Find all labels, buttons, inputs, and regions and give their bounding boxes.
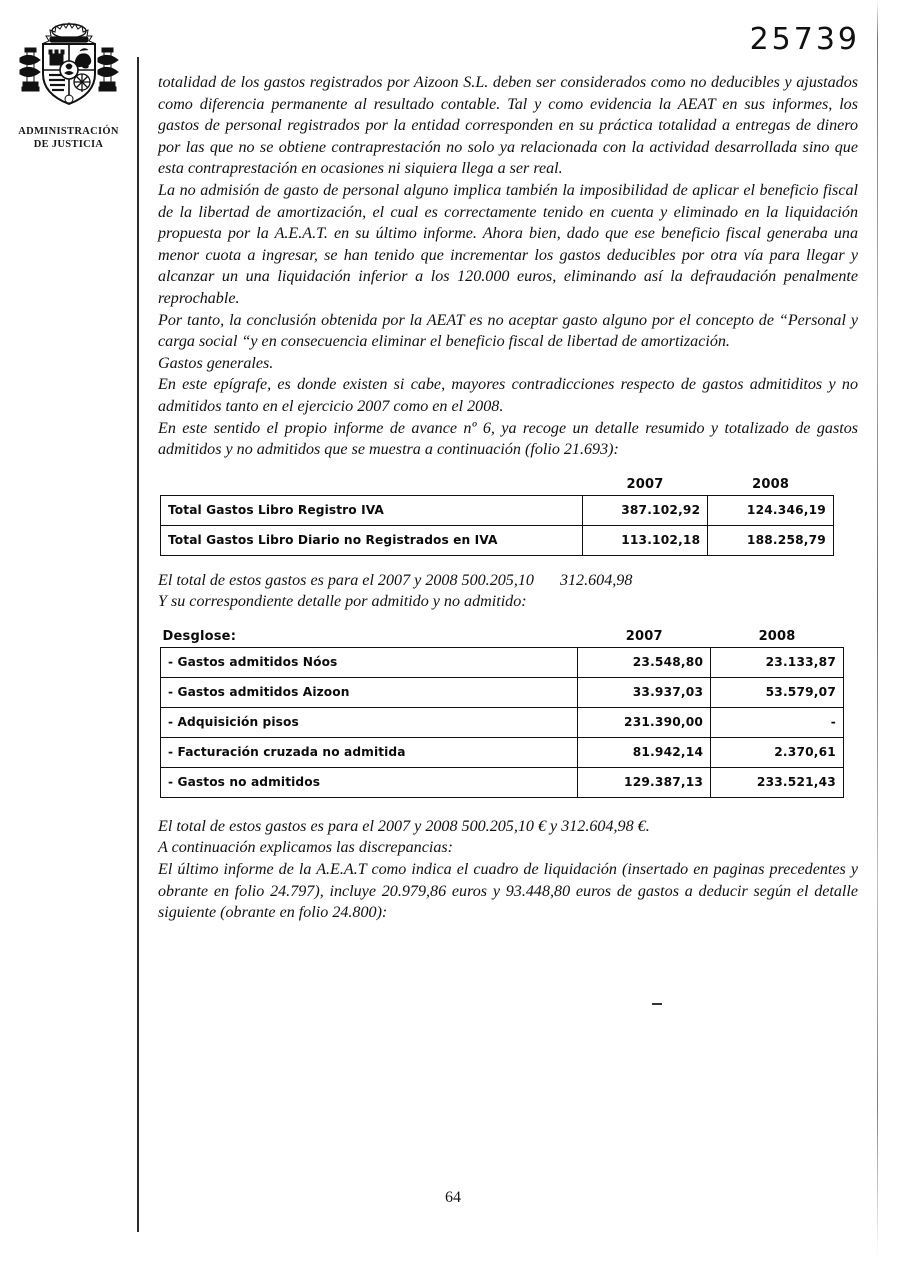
row-value-2008: 188.258,79 bbox=[708, 525, 834, 555]
paragraph-4-heading: Gastos generales. bbox=[158, 354, 274, 372]
row-value-2007: 81.942,14 bbox=[578, 737, 711, 767]
crest-block bbox=[0, 18, 137, 151]
table-row bbox=[161, 677, 844, 707]
paragraph-7-line-2: Y su correspondiente detalle por admitido y no admitido: bbox=[158, 593, 527, 611]
total-sentence-2008: 312.604,98 bbox=[559, 571, 633, 589]
row-value-2008: 53.579,07 bbox=[711, 677, 844, 707]
row-value-2008: 233.521,43 bbox=[711, 767, 844, 797]
paragraph-5: En este epígrafe, es donde existen si cabe, mayores contradicciones respecto de gastos admitiditos y no admitidos tanto en el ejercicio 2007 como en el 2008. bbox=[158, 376, 858, 415]
crest-caption-line-1: ADMINISTRACIÓN bbox=[18, 126, 119, 137]
row-label: Total Gastos Libro Diario no Registrados en IVA bbox=[161, 525, 583, 555]
row-value-2008: 23.133,87 bbox=[711, 647, 844, 677]
table-desglose bbox=[160, 629, 844, 798]
table-row bbox=[161, 737, 844, 767]
spanish-coat-of-arms-icon bbox=[17, 18, 121, 122]
scan-speck bbox=[652, 1003, 662, 1005]
table-header-row bbox=[161, 629, 844, 648]
row-value-2008: 2.370,61 bbox=[711, 737, 844, 767]
crest-caption bbox=[0, 125, 137, 151]
row-label: - Adquisición pisos bbox=[161, 707, 578, 737]
header-desglose-label: Desglose: bbox=[162, 628, 237, 644]
row-value-2007: 33.937,03 bbox=[578, 677, 711, 707]
paragraph-1: totalidad de los gastos registrados por Aizoon S.L. deben ser considerados como no deducibles y ajustados como diferencia permanente al resultado contable. Tal y como evidencia la AEAT en sus informes, los gastos de personal registrados por la entidad corresponden en su práctica totalidad a entregas de dinero por las que no se obtiene contraprestación no solo ya relacionada con la actividad desarrollada sino que esta contraprestación en ocasiones ni siquiera llega a ser real. bbox=[158, 74, 858, 178]
table-totales-block bbox=[158, 477, 858, 556]
document-body bbox=[158, 72, 858, 924]
header-year-2007: 2007 bbox=[626, 476, 664, 492]
row-value-2007: 129.387,13 bbox=[578, 767, 711, 797]
paragraph-6: En este sentido el propio informe de avance nº 6, ya recoge un detalle resumido y totalizado de gastos admitidos y no admitidos que se muestra a continuación (folio 21.693): bbox=[158, 419, 858, 459]
row-value-2007: 231.390,00 bbox=[578, 707, 711, 737]
crest-caption-line-2: DE JUSTICIA bbox=[33, 139, 104, 151]
closing-text-block bbox=[158, 816, 858, 924]
left-margin-column bbox=[0, 0, 137, 1280]
header-label bbox=[161, 477, 583, 496]
paragraph-7-line-1 bbox=[158, 570, 858, 592]
table-row bbox=[161, 767, 844, 797]
paragraph-2: La no admisión de gasto de personal alguno implica también la imposibilidad de aplicar el beneficio fiscal de la libertad de amortización, el cual es correctamente tenido en cuenta y eliminado en la liquidación propuesta por la A.E.A.T. en su último informe. Ahora bien, dado que ese beneficio fiscal generaba una menor cuota a ingresar, se han tenido que incrementar los gastos deducibles por otra vía para llegar y alcanzar un una liquidación inferior a los 120.000 euros, eliminando así la defraudación penalmente reprochable. bbox=[158, 181, 858, 307]
row-label: - Gastos no admitidos bbox=[161, 767, 578, 797]
table-row bbox=[161, 495, 834, 525]
footer-page-number: 64 bbox=[445, 1189, 461, 1206]
table-row bbox=[161, 525, 834, 555]
row-label: - Gastos admitidos Aizoon bbox=[161, 677, 578, 707]
scan-edge-artifact bbox=[877, 0, 878, 1256]
row-value-2008: - bbox=[711, 707, 844, 737]
table-desglose-block bbox=[158, 629, 858, 798]
header-year-2007: 2007 bbox=[625, 628, 663, 644]
table-row bbox=[161, 707, 844, 737]
table-row bbox=[161, 647, 844, 677]
row-label: - Gastos admitidos Nóos bbox=[161, 647, 578, 677]
table-header-row bbox=[161, 477, 834, 496]
paragraph-8: El total de estos gastos es para el 2007 y 2008 500.205,10 € y 312.604,98 €. bbox=[158, 817, 650, 835]
row-value-2007: 23.548,80 bbox=[578, 647, 711, 677]
row-label: - Facturación cruzada no admitida bbox=[161, 737, 578, 767]
paragraph-3: Por tanto, la conclusión obtenida por la AEAT es no aceptar gasto alguno por el concepto de “Personal y carga social “y en consecuencia eliminar el beneficio fiscal de libertad de amortización. bbox=[158, 311, 858, 351]
total-sentence-2007: El total de estos gastos es para el 2007 y 2008 500.205,10 bbox=[158, 571, 534, 589]
row-value-2007: 387.102,92 bbox=[582, 495, 708, 525]
table-gastos-totales bbox=[160, 477, 834, 556]
row-value-2007: 113.102,18 bbox=[582, 525, 708, 555]
row-label: Total Gastos Libro Registro IVA bbox=[161, 495, 583, 525]
page-stamp-number: 25739 bbox=[749, 22, 860, 57]
row-value-2008: 124.346,19 bbox=[708, 495, 834, 525]
header-year-2008: 2008 bbox=[758, 628, 796, 644]
header-year-2008: 2008 bbox=[752, 476, 790, 492]
margin-vertical-rule bbox=[137, 57, 139, 1232]
between-tables-text bbox=[158, 570, 858, 613]
paragraph-9: A continuación explicamos las discrepancias: bbox=[158, 839, 453, 857]
paragraph-10: El último informe de la A.E.A.T como indica el cuadro de liquidación (insertado en paginas precedentes y obrante en folio 24.797), incluye 20.979,86 euros y 93.448,80 euros de gastos a deducir según el detalle siguiente (obrante en folio 24.800): bbox=[158, 861, 858, 922]
